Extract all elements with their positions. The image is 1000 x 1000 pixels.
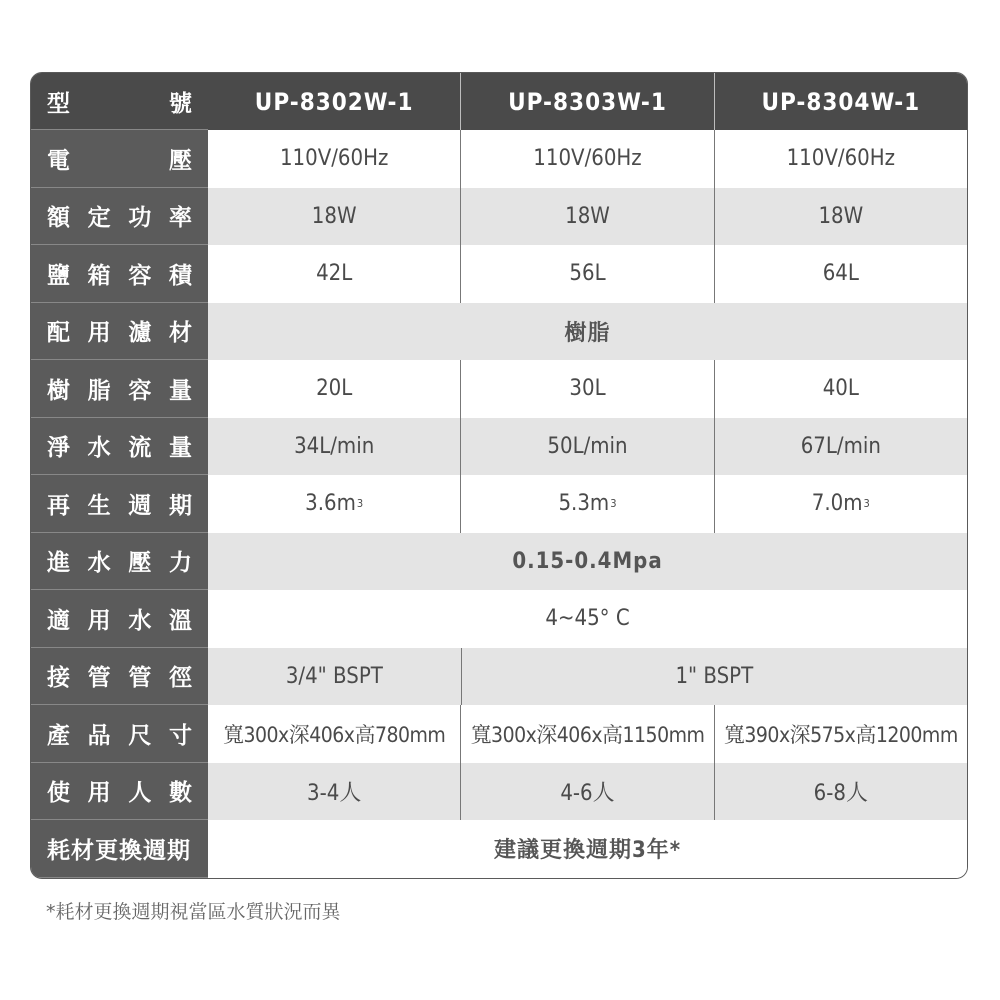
label-char: 量 (168, 377, 192, 404)
label-char: 品 (87, 722, 111, 749)
salt-box-value: 56L (460, 245, 713, 303)
label-char: 尺 (128, 722, 152, 749)
voltage-value: 110V/60Hz (279, 146, 389, 172)
resin-volume-row (31, 360, 967, 418)
label-char: 用 (87, 780, 111, 807)
power-value: 18W (460, 188, 713, 246)
label-char: 脂 (87, 377, 111, 404)
replacement-row (31, 820, 967, 878)
label-char: 材 (168, 320, 192, 347)
label-char: 人 (128, 780, 152, 807)
pipe-diameter-label (31, 648, 208, 706)
salt-box-label (31, 245, 208, 303)
regen-cycle-row (31, 475, 967, 533)
flow-rate-row (31, 418, 967, 476)
label-char: 號 (169, 90, 192, 117)
regen-cycle-label (31, 475, 208, 533)
voltage-row (31, 130, 967, 188)
replacement-label: 耗材更換週期 (31, 820, 208, 878)
flow-rate-value: 34L/min (294, 433, 375, 459)
users-label (31, 763, 208, 821)
flow-rate-value: 50L/min (460, 418, 713, 476)
label-char: 生 (87, 492, 111, 519)
water-temp-label (31, 590, 208, 648)
label-char: 積 (168, 262, 192, 289)
label-char: 溫 (168, 607, 192, 634)
label-char: 水 (128, 607, 152, 634)
label-char: 率 (168, 205, 192, 232)
label-char: 水 (87, 550, 111, 577)
flow-rate-value: 67L/min (714, 418, 967, 476)
label-char: 用 (87, 607, 111, 634)
regen-value-text: 5.3m (558, 491, 610, 517)
salt-box-row (31, 245, 967, 303)
unit-superscript: 3 (863, 497, 870, 511)
pipe-diameter-value: 3/4" BSPT (285, 663, 383, 689)
label-char: 數 (168, 780, 192, 807)
power-value: 18W (714, 188, 967, 246)
flow-rate-label (31, 418, 208, 476)
label-char: 接 (47, 665, 70, 692)
regen-cycle-value (208, 475, 460, 533)
label-char: 期 (168, 492, 192, 519)
label-char: 管 (128, 665, 152, 692)
label-char: 用 (87, 320, 111, 347)
power-label (31, 188, 208, 246)
water-temp-value: 4~45° C (545, 606, 630, 632)
inlet-pressure-value: 0.15-0.4Mpa (512, 548, 663, 574)
label-char: 壓 (169, 147, 192, 174)
regen-value-text: 3.6m (305, 491, 356, 517)
model-label (31, 73, 208, 130)
label-char: 淨 (47, 435, 70, 462)
dimensions-value: 寬300x深406x高1150mm (460, 705, 713, 763)
label-char: 容 (128, 377, 152, 404)
label-char: 適 (47, 607, 70, 634)
power-value: 18W (311, 203, 357, 229)
label-char: 電 (47, 147, 70, 174)
label-char: 定 (87, 205, 111, 232)
dimensions-row (31, 705, 967, 763)
label-char: 功 (128, 205, 152, 232)
resin-volume-value: 40L (714, 360, 967, 418)
replacement-value: 建議更換週期3年* (493, 838, 682, 864)
filter-media-row (31, 303, 967, 361)
label-char: 壓 (128, 550, 152, 577)
salt-box-value: 42L (316, 261, 353, 287)
pipe-diameter-row (31, 648, 967, 706)
label-char: 量 (168, 435, 192, 462)
resin-volume-label (31, 360, 208, 418)
label-char: 水 (87, 435, 111, 462)
label-char: 配 (47, 320, 70, 347)
label-char: 產 (47, 722, 70, 749)
regen-value-text: 7.0m (811, 491, 863, 517)
voltage-label (31, 130, 208, 188)
spec-table (30, 72, 968, 879)
model-name: UP-8304W-1 (714, 73, 967, 130)
label-char: 寸 (168, 722, 192, 749)
label-char: 額 (47, 205, 70, 232)
label-char: 樹 (47, 377, 70, 404)
power-row (31, 188, 967, 246)
pipe-diameter-value: 1" BSPT (461, 648, 967, 706)
label-char: 進 (47, 550, 70, 577)
unit-superscript: 3 (356, 497, 364, 511)
label-char: 容 (128, 262, 152, 289)
label-char: 鹽 (47, 262, 70, 289)
regen-cycle-value (460, 475, 713, 533)
label-char: 型 (47, 90, 70, 117)
label-char: 流 (128, 435, 152, 462)
salt-box-value: 64L (714, 245, 967, 303)
inlet-pressure-row (31, 533, 967, 591)
label-char: 力 (168, 550, 192, 577)
users-value: 3-4人 (307, 780, 362, 806)
unit-superscript: 3 (610, 497, 617, 511)
resin-volume-value: 30L (460, 360, 713, 418)
regen-cycle-value (714, 475, 967, 533)
dimensions-value: 寬300x深406x高780mm (223, 722, 446, 747)
filter-media-value: 樹脂 (564, 320, 611, 346)
model-name: UP-8303W-1 (460, 73, 713, 130)
voltage-value: 110V/60Hz (460, 130, 713, 188)
label-char: 箱 (87, 262, 111, 289)
footnote: *耗材更換週期視當區水質狀況而異 (46, 901, 341, 923)
resin-volume-value: 20L (316, 376, 353, 402)
water-temp-row (31, 590, 967, 648)
model-name: UP-8302W-1 (254, 87, 414, 116)
label-char: 使 (47, 780, 70, 807)
dimensions-label (31, 705, 208, 763)
users-value: 4-6人 (460, 763, 713, 821)
label-char: 管 (87, 665, 111, 692)
header-row (31, 73, 967, 130)
label-char: 再 (47, 492, 70, 519)
dimensions-value: 寬390x深575x高1200mm (714, 705, 967, 763)
users-row (31, 763, 967, 821)
label-char: 徑 (168, 665, 192, 692)
users-value: 6-8人 (714, 763, 967, 821)
voltage-value: 110V/60Hz (714, 130, 967, 188)
label-char: 濾 (128, 320, 152, 347)
inlet-pressure-label (31, 533, 208, 591)
filter-media-label (31, 303, 208, 361)
label-char: 週 (128, 492, 152, 519)
